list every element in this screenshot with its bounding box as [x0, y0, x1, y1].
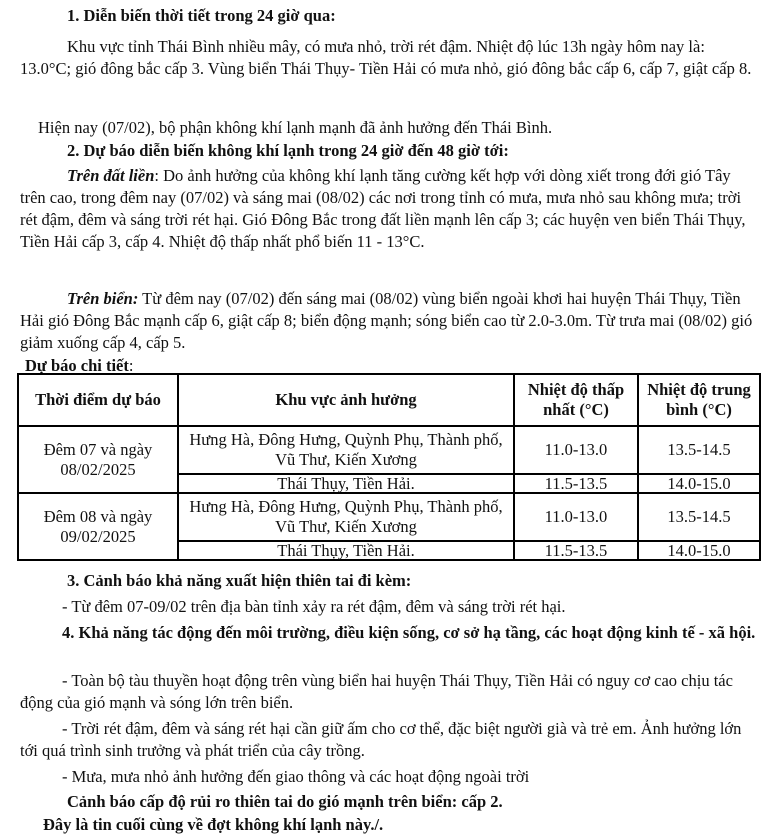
land-forecast — [20, 165, 760, 253]
section1-current: Hiện nay (07/02), bộ phận không khí lạnh mạnh đã ảnh hưởng đến Thái Bình. — [38, 118, 553, 137]
header-min-temp: Nhiệt độ thấp nhất (°C) — [514, 374, 638, 426]
header-time: Thời điểm dự báo — [18, 374, 178, 426]
risk-warning: Cảnh báo cấp độ rủi ro thiên tai do gió mạnh trên biển: cấp 2. — [67, 792, 503, 811]
sea-label: Trên biển: — [67, 289, 139, 308]
section4-item: - Toàn bộ tàu thuyền hoạt động trên vùng biển hai huyện Thái Thụy, Tiền Hải có nguy cơ cao chịu tác động của gió mạnh và sóng lớn trên biển. — [20, 671, 733, 712]
min-temp-cell: 11.0-13.0 — [514, 426, 638, 474]
section4-heading: 4. Khả năng tác động đến môi trường, điều kiện sống, cơ sở hạ tầng, các hoạt động kinh tế - xã hội. — [62, 623, 756, 642]
section1-heading: 1. Diễn biến thời tiết trong 24 giờ qua: — [67, 6, 336, 25]
sea-forecast — [20, 288, 760, 354]
min-temp-cell: 11.5-13.5 — [514, 474, 638, 493]
section4-item: - Mưa, mưa nhỏ ảnh hưởng đến giao thông và các hoạt động ngoài trời — [62, 767, 530, 786]
land-text: : Do ảnh hưởng của không khí lạnh tăng cường kết hợp với dòng xiết trong đới gió Tây trên cao, trong đêm nay (07/02) và sáng mai (08/02) các nơi trong tỉnh có mưa, mưa nhỏ sau không mưa; trời rét đậm, đêm và sáng trời rét hại. Gió Đông Bắc trong đất liền mạnh lên cấp 3; các huyện ven biển Thái Thụy, Tiền Hải cấp 3, cấp 4. Nhiệt độ thấp nhất phổ biến 11 - 13°C. — [20, 166, 746, 251]
min-temp-cell: 11.0-13.0 — [514, 493, 638, 541]
header-area: Khu vực ảnh hưởng — [178, 374, 514, 426]
area-cell: Thái Thụy, Tiền Hải. — [178, 541, 514, 560]
area-cell: Thái Thụy, Tiền Hải. — [178, 474, 514, 493]
avg-temp-cell: 13.5-14.5 — [638, 426, 760, 474]
area-cell: Hưng Hà, Đông Hưng, Quỳnh Phụ, Thành phố, Vũ Thư, Kiến Xương — [178, 426, 514, 474]
detail-heading: Dự báo chi tiết: — [25, 356, 134, 375]
sea-text: Từ đêm nay (07/02) đến sáng mai (08/02) vùng biển ngoài khơi hai huyện Thái Thụy, Tiền Hải gió Đông Bắc mạnh cấp 6, giật cấp 8; biển động mạnh; sóng biển cao từ 2.0-3.0m. Từ trưa mai (08/02) gió giảm xuống cấp 4, cấp 5. — [20, 289, 753, 352]
time-cell: Đêm 07 và ngày 08/02/2025 — [18, 426, 178, 493]
avg-temp-cell: 14.0-15.0 — [638, 541, 760, 560]
section3-item: - Từ đêm 07-09/02 trên địa bàn tỉnh xảy ra rét đậm, đêm và sáng trời rét hại. — [62, 597, 566, 616]
table-header-row — [18, 374, 760, 426]
section2-heading: 2. Dự báo diễn biến không khí lạnh trong 24 giờ đến 48 giờ tới: — [67, 141, 509, 160]
area-cell: Hưng Hà, Đông Hưng, Quỳnh Phụ, Thành phố, Vũ Thư, Kiến Xương — [178, 493, 514, 541]
section1-body: Khu vực tỉnh Thái Bình nhiều mây, có mưa nhỏ, trời rét đậm. Nhiệt độ lúc 13h ngày hôm nay là: 13.0°C; gió đông bắc cấp 3. Vùng biển Thái Thụy- Tiền Hải có mưa nhỏ, gió đông bắc cấp 6, cấp 7, giật cấp 8. — [20, 37, 752, 78]
land-label: Trên đất liền — [67, 166, 155, 185]
section4-item: - Trời rét đậm, đêm và sáng rét hại cần giữ ấm cho cơ thể, đặc biệt người già và trẻ em. Ảnh hưởng lớn tới quá trình sinh trưởng và phát triển của cây trồng. — [20, 719, 742, 760]
min-temp-cell: 11.5-13.5 — [514, 541, 638, 560]
avg-temp-cell: 13.5-14.5 — [638, 493, 760, 541]
final-bulletin-note: Đây là tin cuối cùng về đợt không khí lạnh này./. — [43, 815, 384, 834]
table-row — [18, 493, 760, 541]
section3-heading: 3. Cảnh báo khả năng xuất hiện thiên tai đi kèm: — [67, 571, 412, 590]
avg-temp-cell: 14.0-15.0 — [638, 474, 760, 493]
time-cell: Đêm 08 và ngày 09/02/2025 — [18, 493, 178, 560]
table-row — [18, 426, 760, 474]
forecast-table — [17, 373, 761, 561]
header-avg-temp: Nhiệt độ trung bình (°C) — [638, 374, 760, 426]
